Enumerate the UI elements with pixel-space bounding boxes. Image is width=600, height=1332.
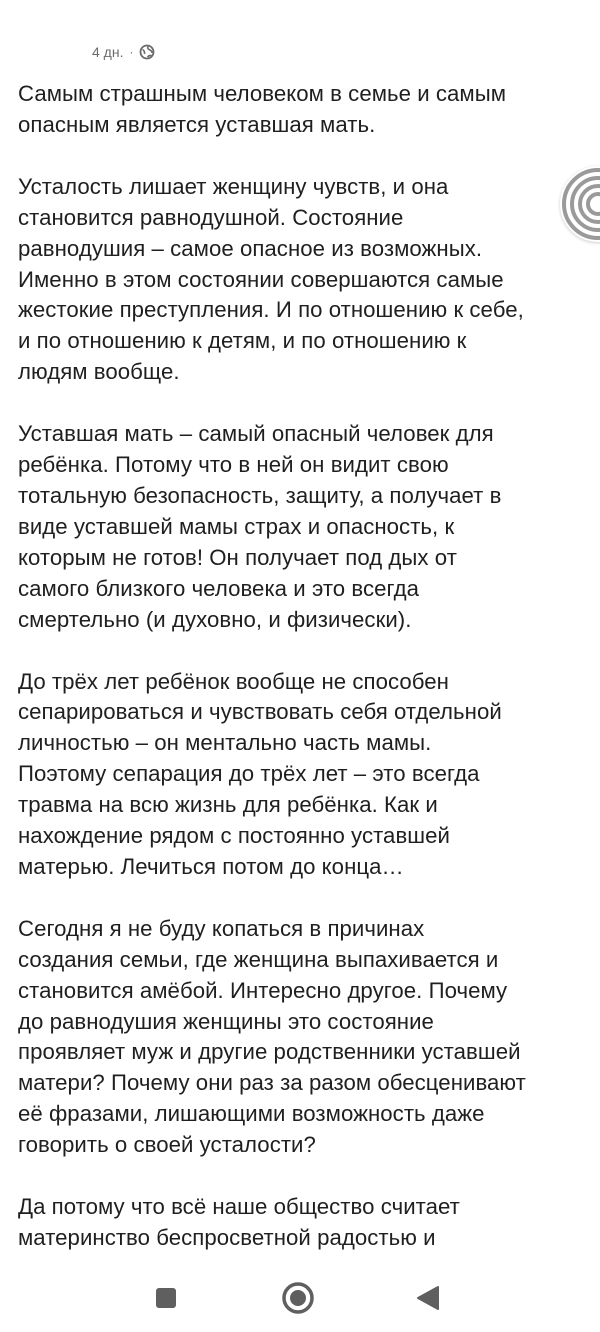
post-paragraph-6: Да потому что всё наше общество считает материнство беспросветной радостью и (18, 1194, 460, 1250)
meta-separator: · (129, 45, 134, 59)
square-icon (154, 1286, 178, 1310)
post-paragraph-4: До трёх лет ребёнок вообще не способен сепарироваться и чувствовать себя отдельной личностью – он ментально часть мамы. Поэтому сепарация до трёх лет – это всегда травма на всю жизнь для ребёнка. Как и нахождение рядом с постоянно уставшей матерью. Лечиться потом до конца… (18, 668, 502, 879)
post-time[interactable]: 4 дн. (92, 44, 124, 60)
post-paragraph-5: Сегодня я не буду копаться в причинах создания семьи, где женщина выпахивается и становится амёбой. Интересно другое. Почему до равнодушия женщины это состояние проявляет муж и другие родственники уставшей матери? Почему они раз за разом обесценивают её фразами, лишающими возможность даже говорить о своей усталости? (18, 915, 526, 1158)
post-paragraph-2: Усталость лишает женщину чувств, и она становится равнодушной. Состояние равнодушия – самое опасное из возможных. Именно в этом состоянии совершаются самые жестокие преступления. И по отношению к себе, и по отношению к детям, и по отношению к людям вообще. (18, 173, 524, 385)
back-button[interactable] (410, 1280, 446, 1316)
home-button[interactable] (280, 1280, 316, 1316)
recents-button[interactable] (148, 1280, 184, 1316)
post-paragraph-1: Самым страшным человеком в семье и самым опасным является уставшая мать. (18, 81, 507, 137)
circle-icon (280, 1280, 316, 1316)
post-meta (92, 44, 155, 60)
post-body (18, 79, 588, 1285)
globe-icon (139, 44, 155, 60)
system-navigation-bar (0, 1268, 600, 1332)
triangle-back-icon (414, 1284, 442, 1312)
post-paragraph-3: Уставшая мать – самый опасный человек для ребёнка. Потому что в ней он видит свою тотальную безопасность, защиту, а получает в виде уставшей мамы страх и опасность, к которым не готов! Он получает под дых от самого близкого человека и это всегда смертельно (и духовно, и физически). (18, 421, 502, 632)
